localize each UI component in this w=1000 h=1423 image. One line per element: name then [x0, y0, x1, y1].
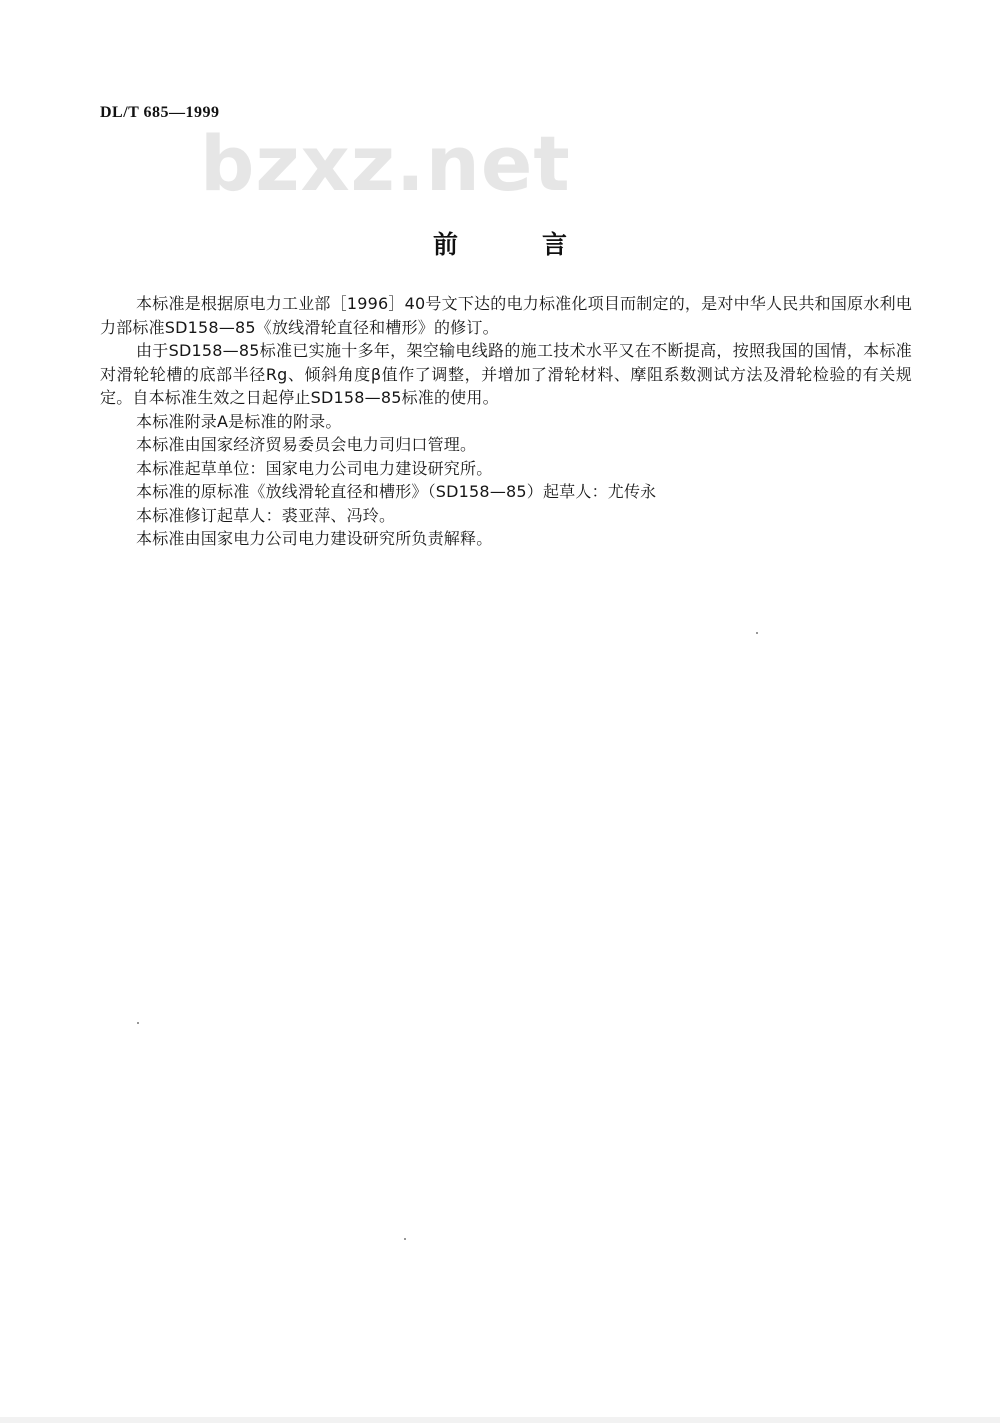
paragraph-revision-reason: 由于SD158—85标准已实施十多年，架空输电线路的施工技术水平又在不断提高，按照我国的国情，本标准对滑轮轮槽的底部半径Rg、倾斜角度β值作了调整，并增加了滑轮材料、摩阻系数测试方法及滑轮检验的有关规定。自本标准生效之日起停止SD158—85标准的使用。 — [100, 341, 912, 407]
page-bottom-edge — [0, 1417, 1000, 1423]
paragraph-revision-drafters: 本标准修订起草人：裘亚萍、冯玲。 — [136, 505, 396, 525]
paragraph-origin: 本标准是根据原电力工业部［1996］40号文下达的电力标准化项目而制定的，是对中华人民共和国原水利电力部标准SD158—85《放线滑轮直径和槽形》的修订。 — [100, 294, 912, 337]
paragraph-appendix: 本标准附录A是标准的附录。 — [136, 411, 342, 431]
scan-speck — [137, 1022, 139, 1024]
watermark: bzxz.net — [200, 119, 571, 208]
foreword-body — [100, 292, 912, 551]
page-title: 前言 — [432, 230, 651, 259]
scan-speck — [756, 632, 758, 634]
paragraph-interpretation: 本标准由国家电力公司电力建设研究所负责解释。 — [136, 529, 493, 548]
scan-speck — [404, 1238, 406, 1240]
standard-code: DL/T 685—1999 — [100, 104, 220, 121]
paragraph-administration: 本标准由国家经济贸易委员会电力司归口管理。 — [136, 435, 477, 454]
paragraph-drafting-unit: 本标准起草单位：国家电力公司电力建设研究所。 — [136, 458, 493, 478]
paragraph-original-drafter: 本标准的原标准《放线滑轮直径和槽形》（SD158—85）起草人：尤传永 — [136, 482, 657, 501]
